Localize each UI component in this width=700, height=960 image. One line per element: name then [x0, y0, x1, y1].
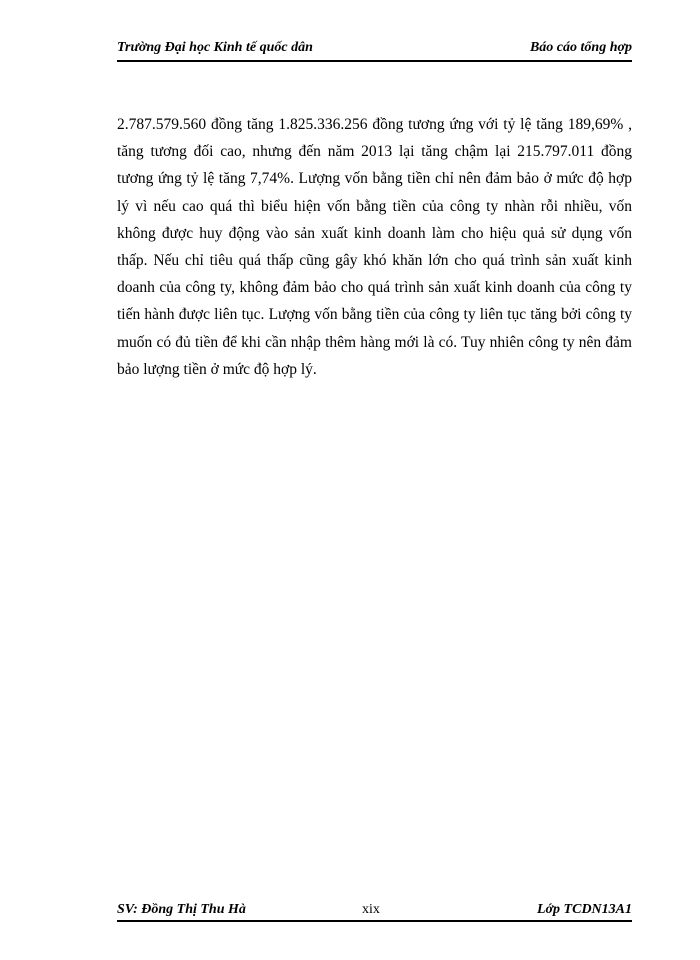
footer-class: Lớp TCDN13A1: [536, 902, 632, 917]
page-header: [117, 40, 632, 62]
header-report-title: Báo cáo tổng hợp: [529, 40, 632, 55]
header-university: Trường Đại học Kinh tế quốc dân: [117, 40, 313, 55]
page-body: [117, 111, 632, 383]
footer-student: SV: Đồng Thị Thu Hà: [117, 902, 246, 917]
footer-page-number: xix: [362, 902, 380, 917]
page-footer: [117, 902, 632, 922]
body-paragraph: 2.787.579.560 đồng tăng 1.825.336.256 đồng tương ứng với tỷ lệ tăng 189,69% , tăng tương đối cao, nhưng đến năm 2013 lại tăng chậm lại 215.797.011 đồng tương ứng tỷ lệ tăng 7,74%. Lượng vốn bằng tiền chỉ nên đảm bảo ở mức độ hợp lý vì nếu cao quá thì biểu hiện vốn bằng tiền của công ty nhàn rỗi nhiều, vốn không được huy động vào sản xuất kinh doanh làm cho hiệu quả sử dụng vốn thấp. Nếu chỉ tiêu quá thấp cũng gây khó khăn lớn cho quá trình sản xuất kinh doanh của công ty, không đảm bảo cho quá trình sản xuất kinh doanh của công ty tiến hành được liên tục. Lượng vốn bằng tiền của công ty liên tục tăng bởi công ty muốn có đủ tiền để khi cần nhập thêm hàng mới là có. Tuy nhiên công ty nên đảm bảo lượng tiền ở mức độ hợp lý.: [117, 116, 632, 378]
